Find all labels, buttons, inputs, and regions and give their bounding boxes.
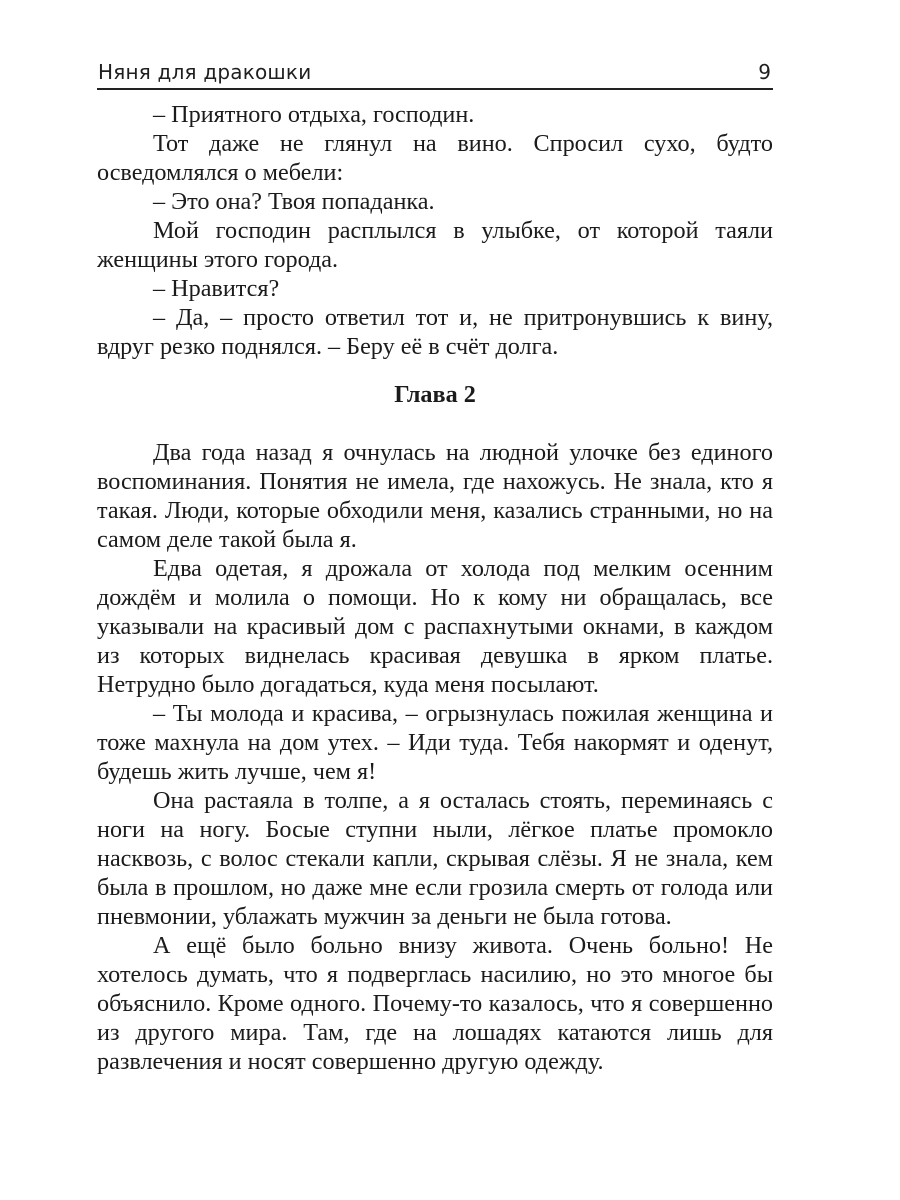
paragraph: – Нравится? (153, 275, 280, 302)
page-header (97, 58, 773, 90)
body-text (97, 100, 773, 1076)
running-title: Няня для дракошки (98, 60, 312, 84)
paragraph: Тот даже не глянул на вино. Спросил сухо, будто осведомлялся о мебели: (97, 130, 773, 186)
paragraph: Два года назад я очнулась на людной улочке без единого воспоминания. Понятия не имела, где нахожусь. Не знала, кто я такая. Люди, которые обходили меня, казались странными, но на самом деле такой была я. (97, 439, 773, 553)
paragraph: – Ты молода и красива, – огрызнулась пожилая женщина и тоже махнула на дом утех. – Иди туда. Тебя накормят и оденут, будешь жить лучше, чем я! (97, 700, 773, 785)
chapter-heading: Глава 2 (394, 381, 476, 408)
paragraph: А ещё было больно внизу живота. Очень больно! Не хотелось думать, что я подверглась насилию, но это многое бы объяснило. Кроме одного. Почему-то казалось, что я совершенно из другого мира. Там, где на лошадях катаются лишь для развлечения и носят совершенно другую одежду. (97, 932, 773, 1075)
paragraph: Она растаяла в толпе, а я осталась стоять, переминаясь с ноги на ногу. Босые ступни ныли, лёгкое платье промокло насквозь, с волос стекали капли, скрывая слёзы. Я не знала, кем была в прошлом, но даже мне если грозила смерть от голода или пневмонии, ублажать мужчин за деньги не была готова. (97, 787, 773, 930)
paragraph: Едва одетая, я дрожала от холода под мелким осенним дождём и молила о помощи. Но к кому ни обращалась, все указывали на красивый дом с распахнутыми окнами, в каждом из которых виднелась красивая девушка в ярком платье. Нетрудно было догадаться, куда меня посылают. (97, 555, 773, 698)
paragraph: – Это она? Твоя попаданка. (153, 188, 435, 215)
paragraph: – Приятного отдыха, господин. (153, 101, 475, 128)
paragraph: Мой господин расплылся в улыбке, от которой таяли женщины этого города. (97, 217, 773, 273)
page-number: 9 (758, 60, 771, 84)
paragraph: – Да, – просто ответил тот и, не притронувшись к вину, вдруг резко поднялся. – Беру её в счёт долга. (97, 304, 773, 360)
